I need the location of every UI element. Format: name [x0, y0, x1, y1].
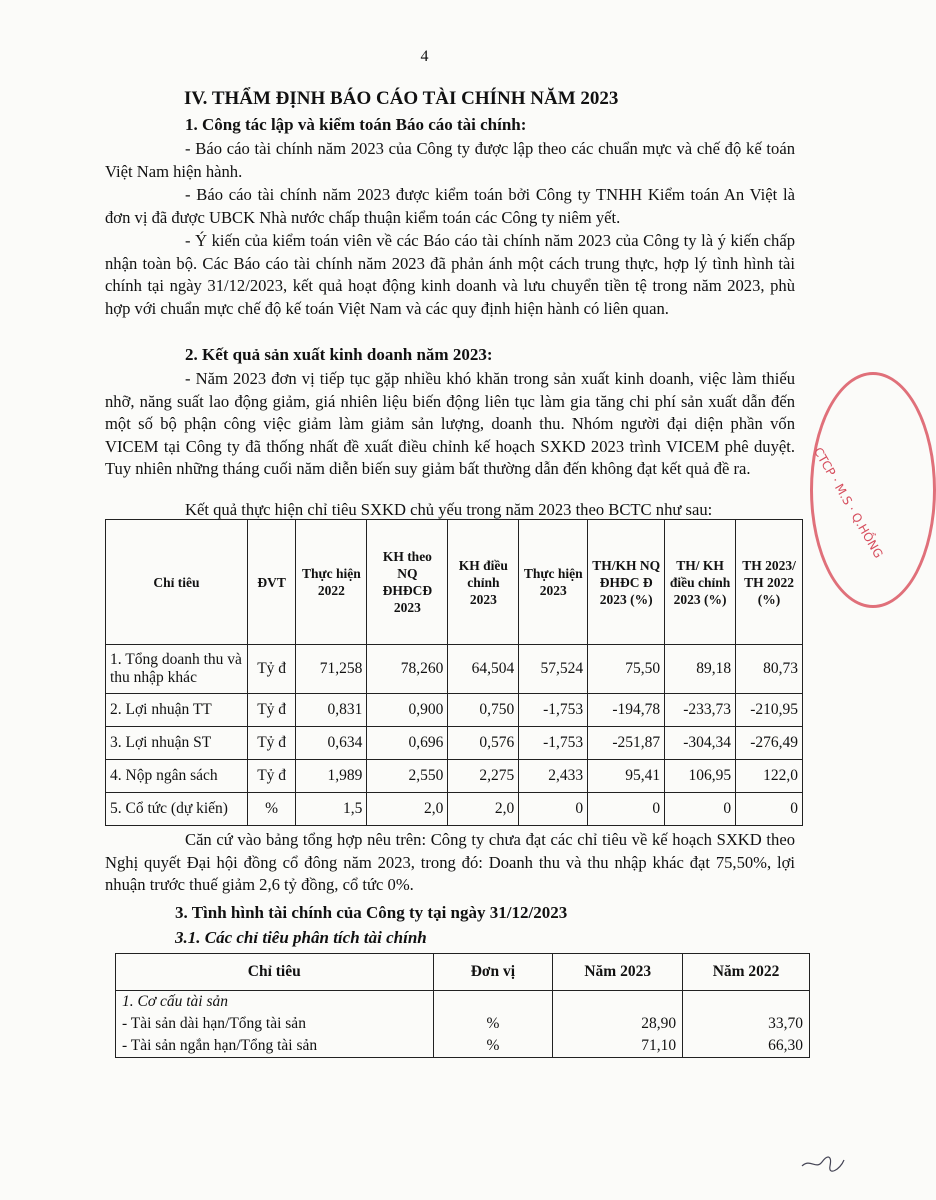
fin-cell: 66,30	[683, 1035, 810, 1058]
fin-cell: - Tài sản dài hạn/Tổng tài sản	[116, 1013, 434, 1035]
company-stamp: CTCP · M.S · Q.HỒNG	[810, 372, 936, 608]
col-pct-dc-cell: 89,18	[665, 645, 736, 694]
text-line: - Báo cáo tài chính năm 2023 được kiểm toán bởi Công ty TNHH Kiểm toán An	[185, 185, 750, 204]
text-line: nhập khác đạt 75,50%, lợi nhuận trước thuế giảm 2,6 tỷ đồng, cổ tức 0%.	[105, 852, 795, 895]
sxkd-header-row	[106, 520, 803, 645]
table-row	[116, 1013, 810, 1035]
fin-col-3-header: Năm 2022	[683, 954, 810, 991]
col-pct-nq-cell: -251,87	[588, 727, 665, 760]
fin-cell: 33,70	[683, 1013, 810, 1035]
col-kh-nq-2023-cell: 78,260	[367, 645, 448, 694]
col-th-2023-cell: 0	[519, 793, 588, 826]
col-th-2023-header: Thực hiện 2023	[519, 520, 588, 645]
text-line: Việt là đơn vị đã được UBCK Nhà nước chấp thuận kiểm toán các Công ty niêm yết.	[105, 185, 795, 227]
text-line: làm thiếu nhỡ, năng suất lao động giảm, giá nhiên liệu biến động liên tục làm gia tăng chi	[105, 369, 796, 411]
col-pct-dc-cell: -304,34	[665, 727, 736, 760]
col-th-2023-cell: -1,753	[519, 694, 588, 727]
sxkd-results-table	[105, 519, 803, 826]
text-line: suy giảm bất thường dẫn đến không đạt kết quả đề ra.	[394, 459, 751, 479]
col-kh-dc-2023-cell: 64,504	[448, 645, 519, 694]
col-th-2022-cell: 71,258	[296, 645, 367, 694]
subsection-2-title: 2. Kết quả sản xuất kinh doanh năm 2023:	[185, 345, 493, 364]
col-pct-2022-cell: -276,49	[736, 727, 803, 760]
col-dvt-cell: Tỷ đ	[247, 727, 296, 760]
text-line: thực, hợp lý tình hình tài chính tại ngày 31/12/2023, kết quả hoạt động kinh doanh và lưu	[105, 253, 795, 296]
table-row	[116, 1035, 810, 1058]
text-line: Căn cứ vào bảng tổng hợp nêu trên: Công ty chưa đạt các chỉ tiêu về kế hoạch	[185, 830, 717, 849]
subsection-3-title: 3. Tình hình tài chính của Công ty tại ngày 31/12/2023	[175, 903, 568, 922]
col-pct-dc-header: TH/ KH điều chỉnh 2023 (%)	[665, 520, 736, 645]
col-pct-2022-cell: 80,73	[736, 645, 803, 694]
col-th-2023-cell: 2,433	[519, 760, 588, 793]
col-pct-2022-cell: 122,0	[736, 760, 803, 793]
col-pct-nq-cell: 75,50	[588, 645, 665, 694]
subsection-3-1-title: 3.1. Các chỉ tiêu phân tích tài chính	[175, 928, 427, 947]
fin-col-1-header: Đơn vị	[433, 954, 553, 991]
table-row	[106, 694, 803, 727]
col-pct-nq-cell: 0	[588, 793, 665, 826]
fin-cell: 71,10	[553, 1035, 683, 1058]
subsection-1-title: 1. Công tác lập và kiểm toán Báo cáo tài chính:	[185, 115, 527, 134]
col-kh-dc-2023-cell: 2,275	[448, 760, 519, 793]
col-kh-nq-2023-cell: 0,900	[367, 694, 448, 727]
col-dvt-cell: Tỷ đ	[247, 645, 296, 694]
col-pct-dc-cell: -233,73	[665, 694, 736, 727]
col-pct-2022-cell: -210,95	[736, 694, 803, 727]
col-th-2022-cell: 1,989	[296, 760, 367, 793]
col-kh-dc-2023-cell: 0,750	[448, 694, 519, 727]
signature-mark	[800, 1150, 845, 1174]
fin-cell: 28,90	[553, 1013, 683, 1035]
col-pct-nq-header: TH/KH NQ ĐHĐC Đ 2023 (%)	[588, 520, 665, 645]
col-dvt-cell: Tỷ đ	[247, 694, 296, 727]
col-th-2022-cell: 0,634	[296, 727, 367, 760]
col-kh-nq-2023-cell: 2,550	[367, 760, 448, 793]
col-dvt-cell: Tỷ đ	[247, 760, 296, 793]
s2-paragraph-1	[105, 368, 795, 481]
fin-cell: - Tài sản ngắn hạn/Tổng tài sản	[116, 1035, 434, 1058]
s1-paragraph-1	[105, 138, 795, 183]
text-line: kế toán Việt Nam hiện hành.	[105, 139, 795, 181]
fin-col-2-header: Năm 2023	[553, 954, 683, 991]
text-line: - Báo cáo tài chính năm 2023 của Công ty được lập theo các chuẩn mực và chế độ	[185, 139, 747, 158]
financial-indicators-table	[115, 953, 810, 1058]
text-line: SXKD theo Nghị quyết Đại hội đồng cổ đông năm 2023, trong đó: Doanh thu và thu	[105, 830, 795, 872]
s2-paragraph-2	[105, 829, 795, 897]
col-dvt-cell: %	[247, 793, 296, 826]
text-line: - Năm 2023 đơn vị tiếp tục gặp nhiều khó khăn trong sản xuất kinh doanh, việc	[185, 369, 732, 388]
col-th-2023-cell: -1,753	[519, 727, 588, 760]
col-pct-2022-cell: 0	[736, 793, 803, 826]
col-kh-dc-2023-cell: 2,0	[448, 793, 519, 826]
col-chi-tieu-header: Chỉ tiêu	[106, 520, 248, 645]
fin-group-row	[116, 991, 810, 1014]
col-chi-tieu-cell: 1. Tổng doanh thu và thu nhập khác	[106, 645, 248, 694]
s1-paragraph-3	[105, 230, 795, 320]
col-th-2022-cell: 0,831	[296, 694, 367, 727]
text-line: hoạch SXKD 2023 trình VICEM phê duyệt. Tuy nhiên những tháng cuối năm diễn biến	[105, 436, 795, 479]
col-pct-dc-cell: 0	[665, 793, 736, 826]
col-chi-tieu-cell: 5. Cổ tức (dự kiến)	[106, 793, 248, 826]
fin-cell: %	[433, 1013, 553, 1035]
table-row	[106, 793, 803, 826]
col-kh-dc-2023-header: KH điều chỉnh 2023	[448, 520, 519, 645]
section-title: IV. THẨM ĐỊNH BÁO CÁO TÀI CHÍNH NĂM 2023	[184, 88, 619, 109]
page-number: 4	[420, 48, 429, 65]
fin-col-0-header: Chỉ tiêu	[116, 954, 434, 991]
fin-cell: %	[433, 1035, 553, 1058]
col-chi-tieu-cell: 2. Lợi nhuận TT	[106, 694, 248, 727]
text-line: kiến chấp nhận toàn bộ. Các Báo cáo tài chính năm 2023 đã phản ánh một cách trung	[105, 231, 796, 273]
text-line: Nhóm người đại diện phần vốn VICEM tại Công ty đã thống nhất đề xuất điều chỉnh kế	[105, 414, 795, 456]
col-kh-nq-2023-cell: 2,0	[367, 793, 448, 826]
col-dvt-header: ĐVT	[247, 520, 296, 645]
col-pct-nq-cell: -194,78	[588, 694, 665, 727]
col-th-2022-cell: 1,5	[296, 793, 367, 826]
text-line: phí sản xuất dẫn đến một số bộ phận công việc giảm làm giảm sản lượng, doanh thu.	[105, 391, 795, 434]
fin-header-row	[116, 954, 810, 991]
col-pct-nq-cell: 95,41	[588, 760, 665, 793]
col-kh-nq-2023-cell: 0,696	[367, 727, 448, 760]
col-kh-nq-2023-header: KH theo NQ ĐHĐCĐ 2023	[367, 520, 448, 645]
fin-group-label: 1. Cơ cấu tài sản	[116, 991, 434, 1014]
col-chi-tieu-cell: 4. Nộp ngân sách	[106, 760, 248, 793]
table-row	[106, 760, 803, 793]
table-row	[106, 727, 803, 760]
col-th-2022-header: Thực hiện 2022	[296, 520, 367, 645]
col-pct-2022-header: TH 2023/ TH 2022 (%)	[736, 520, 803, 645]
col-th-2023-cell: 57,524	[519, 645, 588, 694]
s1-paragraph-2	[105, 184, 795, 229]
col-kh-dc-2023-cell: 0,576	[448, 727, 519, 760]
col-pct-dc-cell: 106,95	[665, 760, 736, 793]
text-line: - Ý kiến của kiểm toán viên về các Báo cáo tài chính năm 2023 của Công ty là ý	[185, 231, 731, 250]
table-intro: Kết quả thực hiện chỉ tiêu SXKD chủ yếu trong năm 2023 theo BCTC như sau:	[185, 500, 713, 519]
col-chi-tieu-cell: 3. Lợi nhuận ST	[106, 727, 248, 760]
text-line: chuyển tiền tệ trong năm 2023, phù hợp với chuẩn mực chế độ kế toán Việt Nam và các	[105, 276, 795, 318]
text-line: quy định hiện hành có liên quan.	[451, 298, 669, 318]
table-row	[106, 645, 803, 694]
